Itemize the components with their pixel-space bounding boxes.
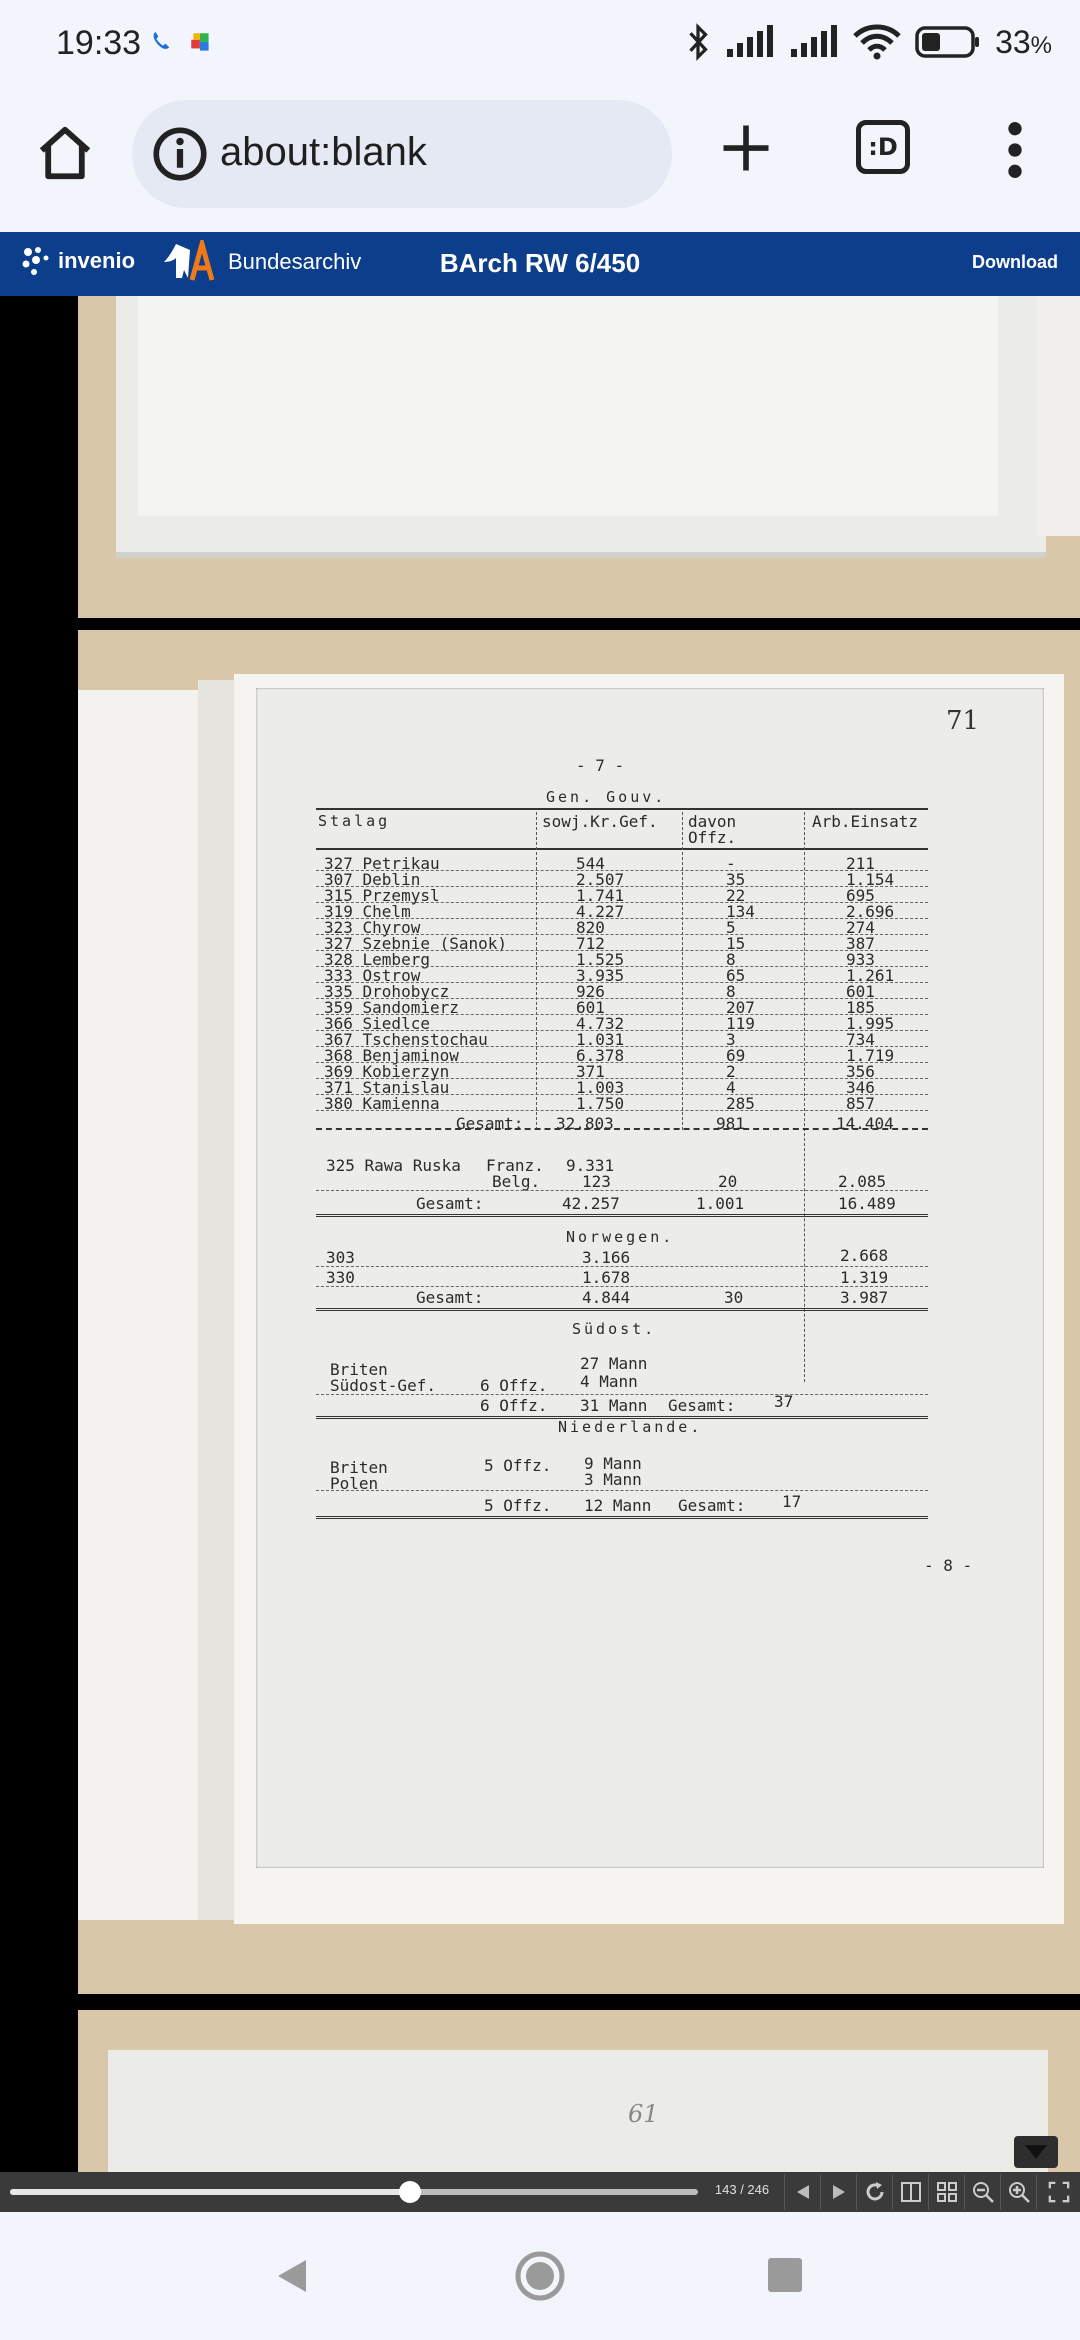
- back-icon[interactable]: [272, 2256, 312, 2296]
- column-divider-3: [804, 812, 805, 1382]
- gesamt-2-offz: 1.001: [696, 1194, 745, 1213]
- viewer-header: [0, 232, 1080, 296]
- stalag-offz: 35: [726, 870, 746, 889]
- invenio-brand-text: invenio: [58, 248, 136, 273]
- stalag-name: 315 Przemysl: [324, 886, 440, 905]
- nl-polen-mann: 3 Mann: [584, 1470, 642, 1489]
- col-stalag: Stalag: [318, 812, 391, 830]
- toggle-controls-button[interactable]: [1014, 2136, 1058, 2168]
- stalag-gef: 820: [576, 918, 605, 937]
- stalag-gef: 1.525: [576, 950, 625, 969]
- stalag-offz: 8: [726, 982, 736, 1001]
- left-book-page: [78, 690, 198, 1920]
- col-offz: Offz.: [688, 828, 737, 847]
- section-norwegen: Norwegen.: [566, 1228, 675, 1246]
- norw-303-name: 303: [326, 1248, 355, 1267]
- nl-briten: Briten: [330, 1458, 388, 1477]
- norw-303-arb: 2.668: [840, 1246, 889, 1265]
- suedost-gef-mann: 4 Mann: [580, 1372, 638, 1391]
- page-number: - 7 -: [576, 756, 625, 775]
- stalag-offz: 2: [726, 1062, 736, 1081]
- page-slider-fill: [10, 2189, 410, 2195]
- stalag-name: 319 Chelm: [324, 902, 411, 921]
- stalag-offz: 3: [726, 1030, 736, 1049]
- two-column-icon: [899, 2180, 923, 2204]
- suedost-rule: [316, 1394, 928, 1395]
- header-rule-bottom: [316, 848, 928, 850]
- stalag-arb: 211: [846, 854, 875, 873]
- stalag-offz: 5: [726, 918, 736, 937]
- stalag-name: 327 Szebnie (Sanok): [324, 934, 508, 953]
- stalag-offz: 22: [726, 886, 746, 905]
- stalag-gef: 926: [576, 982, 605, 1001]
- gesamt-label-3: Gesamt:: [416, 1288, 484, 1307]
- stalag-gef: 3.935: [576, 966, 625, 985]
- stalag-name: 366 Siedlce: [324, 1014, 430, 1033]
- column-divider-2: [682, 812, 683, 1130]
- battery-icon: [915, 25, 981, 59]
- col-davon: davon: [688, 812, 737, 831]
- nl-rule: [316, 1490, 928, 1491]
- bluetooth-icon: [685, 22, 711, 62]
- stalag-name: 335 Drohobycz: [324, 982, 450, 1001]
- stalag-arb: 1.154: [846, 870, 895, 889]
- status-time: 19:33: [56, 24, 142, 62]
- stalag-gef: 1.741: [576, 886, 625, 905]
- stalag-name: 323 Chyrow: [324, 918, 421, 937]
- total-rule-2: [316, 1214, 928, 1217]
- status-system-icons: [685, 22, 1052, 62]
- stalag-offz: 207: [726, 998, 755, 1017]
- nl-gesamt-label: Gesamt:: [678, 1496, 746, 1515]
- stalag-name: 371 Stanislau: [324, 1078, 450, 1097]
- stalag-gef: 1.003: [576, 1078, 625, 1097]
- stalag-arb: 387: [846, 934, 875, 953]
- url-text[interactable]: about:blank: [220, 130, 427, 174]
- stalag-gef: 371: [576, 1062, 605, 1081]
- status-notification-icons: [150, 30, 214, 56]
- rawa-offz: 20: [718, 1172, 738, 1191]
- new-tab-button[interactable]: [716, 118, 776, 178]
- suedost-total-val: 37: [774, 1392, 794, 1411]
- stalag-name: 359 Sandomierz: [324, 998, 459, 1017]
- gesamt-label-2: Gesamt:: [416, 1194, 484, 1213]
- gesamt-2-arb: 16.489: [838, 1194, 896, 1213]
- column-divider-1: [536, 812, 537, 1130]
- norw-rule-1: [316, 1266, 928, 1267]
- gesamt-1-arb: 14.404: [836, 1114, 894, 1133]
- row-rule: [316, 1110, 928, 1111]
- fullscreen-button[interactable]: [1036, 2174, 1080, 2210]
- stalag-arb: 346: [846, 1078, 875, 1097]
- stalag-gef: 601: [576, 998, 605, 1017]
- suedost-total-offz: 6 Offz.: [480, 1396, 548, 1415]
- stalag-arb: 734: [846, 1030, 875, 1049]
- zoom-in-button[interactable]: [1000, 2174, 1036, 2210]
- triangle-right-icon: [831, 2183, 847, 2201]
- wifi-icon: [853, 24, 901, 60]
- signal-icon-2: [789, 25, 839, 59]
- stalag-name: 367 Tschenstochau: [324, 1030, 488, 1049]
- zoom-in-icon: [1007, 2180, 1031, 2204]
- next-page-paper: [108, 2050, 1048, 2176]
- stalag-arb: 1.719: [846, 1046, 895, 1065]
- stalag-name: 368 Benjaminow: [324, 1046, 459, 1065]
- signal-icon: [725, 25, 775, 59]
- norw-330-arb: 1.319: [840, 1268, 889, 1287]
- col-arb: Arb.Einsatz: [812, 812, 918, 831]
- page-counter: 143 / 246: [714, 2182, 770, 2197]
- stalag-name: 327 Petrikau: [324, 854, 440, 873]
- stalag-name: 333 Ostrow: [324, 966, 421, 985]
- rawa-belg-label: Belg.: [492, 1172, 541, 1191]
- zoom-out-button[interactable]: [964, 2174, 1000, 2210]
- page-slider[interactable]: [10, 2189, 698, 2195]
- gesamt-3-offz: 30: [724, 1288, 744, 1307]
- previous-page-scan: [78, 296, 1080, 618]
- stalag-arb: 274: [846, 918, 875, 937]
- stalag-arb: 695: [846, 886, 875, 905]
- phone-call-icon: [150, 30, 172, 52]
- suedost-gef-offz: 6 Offz.: [480, 1376, 548, 1395]
- stalag-arb: 601: [846, 982, 875, 1001]
- gesamt-3-gef: 4.844: [582, 1288, 631, 1307]
- stalag-arb: 2.696: [846, 902, 895, 921]
- stalag-arb: 933: [846, 950, 875, 969]
- stalag-gef: 544: [576, 854, 605, 873]
- norw-330-gef: 1.678: [582, 1268, 631, 1287]
- rotate-icon: [863, 2180, 887, 2204]
- header-rule-top: [316, 808, 928, 810]
- rotate-button[interactable]: [856, 2174, 892, 2210]
- stalag-name: 380 Kamienna: [324, 1094, 440, 1113]
- stalag-offz: 8: [726, 950, 736, 969]
- previous-page-inner: [138, 296, 998, 516]
- suedost-total-mann: 31 Mann: [580, 1396, 648, 1415]
- stalag-arb: 1.995: [846, 1014, 895, 1033]
- norw-330-name: 330: [326, 1268, 355, 1287]
- home-circle-icon[interactable]: [514, 2250, 566, 2302]
- stalag-gef: 6.378: [576, 1046, 625, 1065]
- fullscreen-icon: [1048, 2181, 1070, 2203]
- stalag-offz: 69: [726, 1046, 746, 1065]
- stalag-gef: 712: [576, 934, 605, 953]
- stalag-name: 369 Kobierzyn: [324, 1062, 450, 1081]
- next-page-number: - 8 -: [924, 1556, 973, 1575]
- norw-303-gef: 3.166: [582, 1248, 631, 1267]
- section-suedost: Südost.: [572, 1320, 657, 1338]
- nl-total-val: 17: [782, 1492, 802, 1511]
- browser-toolbar: [0, 96, 1080, 232]
- rawa-rule: [316, 1190, 928, 1191]
- stalag-name: 307 Deblin: [324, 870, 421, 889]
- stalag-offz: 15: [726, 934, 746, 953]
- suedost-gef: Südost-Gef.: [330, 1376, 436, 1395]
- gesamt-label-1: Gesamt:: [456, 1114, 524, 1133]
- rawa-franz-val: 9.331: [566, 1156, 615, 1175]
- more-menu-icon[interactable]: [1000, 118, 1030, 182]
- stalag-offz: -: [726, 854, 736, 873]
- download-link[interactable]: Download: [972, 252, 1058, 272]
- total-rule-5: [316, 1516, 928, 1519]
- col-sowj: sowj.Kr.Gef.: [542, 812, 658, 831]
- section-gen-gouv: Gen. Gouv.: [546, 788, 667, 806]
- document-title-text: BArch RW 6/450: [439, 248, 641, 278]
- home-button[interactable]: [34, 122, 96, 184]
- app-puzzle-icon: [188, 30, 214, 56]
- invenio-dots-icon: [22, 246, 50, 276]
- suedost-briten-mann: 27 Mann: [580, 1354, 648, 1373]
- stalag-gef: 2.507: [576, 870, 625, 889]
- address-bar[interactable]: [132, 100, 672, 208]
- stalag-offz: 119: [726, 1014, 755, 1033]
- recents-square-icon[interactable]: [766, 2256, 804, 2294]
- suedost-briten: Briten: [330, 1360, 388, 1379]
- book-spine: [198, 680, 234, 1920]
- next-page-button[interactable]: [820, 2174, 856, 2210]
- stalag-arb: 1.261: [846, 966, 895, 985]
- stalag-gef: 1.750: [576, 1094, 625, 1113]
- suedost-gesamt-label: Gesamt:: [668, 1396, 736, 1415]
- bundesarchiv-brand-text: Bundesarchiv: [228, 249, 362, 274]
- gesamt-2-gef: 42.257: [562, 1194, 620, 1213]
- nl-total-offz: 5 Offz.: [484, 1496, 552, 1515]
- stalag-gef: 4.227: [576, 902, 625, 921]
- grid-view-button[interactable]: [928, 2174, 964, 2210]
- rawa-belg-val: 123: [582, 1172, 611, 1191]
- rawa-name: 325 Rawa Ruska: [326, 1156, 461, 1175]
- section-niederlande: Niederlande.: [558, 1418, 703, 1436]
- zoom-out-icon: [971, 2180, 995, 2204]
- stalag-arb: 857: [846, 1094, 875, 1113]
- stalag-gef: 1.031: [576, 1030, 625, 1049]
- grid-icon: [935, 2180, 959, 2204]
- page-slider-handle[interactable]: [399, 2181, 421, 2203]
- next-page-scan: [78, 2010, 1080, 2176]
- nl-total-mann: 12 Mann: [584, 1496, 652, 1515]
- stalag-offz: 65: [726, 966, 746, 985]
- stalag-arb: 185: [846, 998, 875, 1017]
- eagle-icon: [162, 240, 220, 284]
- viewer-controls: [0, 2172, 1080, 2212]
- total-rule-3: [316, 1308, 928, 1311]
- stalag-offz: 285: [726, 1094, 755, 1113]
- previous-page-edge: [1038, 296, 1080, 536]
- triangle-left-icon: [795, 2183, 811, 2201]
- invenio-logo[interactable]: [22, 246, 135, 276]
- prev-page-button[interactable]: [784, 2174, 820, 2210]
- stalag-offz: 134: [726, 902, 755, 921]
- gesamt-3-arb: 3.987: [840, 1288, 889, 1307]
- norw-rule-2: [316, 1286, 928, 1287]
- stalag-gef: 4.732: [576, 1014, 625, 1033]
- battery-level: 33%: [995, 23, 1052, 60]
- system-navigation-bar: [0, 2212, 1080, 2340]
- current-page-scan: [78, 630, 1080, 1994]
- next-page-mark: 61: [628, 2100, 659, 2128]
- stalag-name: 328 Lemberg: [324, 950, 430, 969]
- status-bar: [0, 0, 1080, 96]
- gesamt-1-gef: 32.803: [556, 1114, 614, 1133]
- typed-document-page: [256, 688, 1044, 1868]
- nl-polen: Polen: [330, 1474, 379, 1493]
- tab-switcher-button[interactable]: :D: [856, 120, 910, 174]
- rawa-franz-label: Franz.: [486, 1156, 544, 1175]
- page-mark: 71: [946, 706, 980, 736]
- stalag-arb: 356: [846, 1062, 875, 1081]
- nl-briten-offz: 5 Offz.: [484, 1456, 552, 1475]
- single-page-view-button[interactable]: [892, 2174, 928, 2210]
- gesamt-1-offz: 981: [716, 1114, 745, 1133]
- chevron-down-icon: [1023, 2143, 1049, 2161]
- document-viewer[interactable]: [0, 296, 1080, 2176]
- bundesarchiv-logo[interactable]: [162, 240, 361, 284]
- stalag-offz: 4: [726, 1078, 736, 1097]
- rawa-arb: 2.085: [838, 1172, 887, 1191]
- site-info-icon[interactable]: [150, 124, 210, 184]
- nl-briten-mann: 9 Mann: [584, 1454, 642, 1473]
